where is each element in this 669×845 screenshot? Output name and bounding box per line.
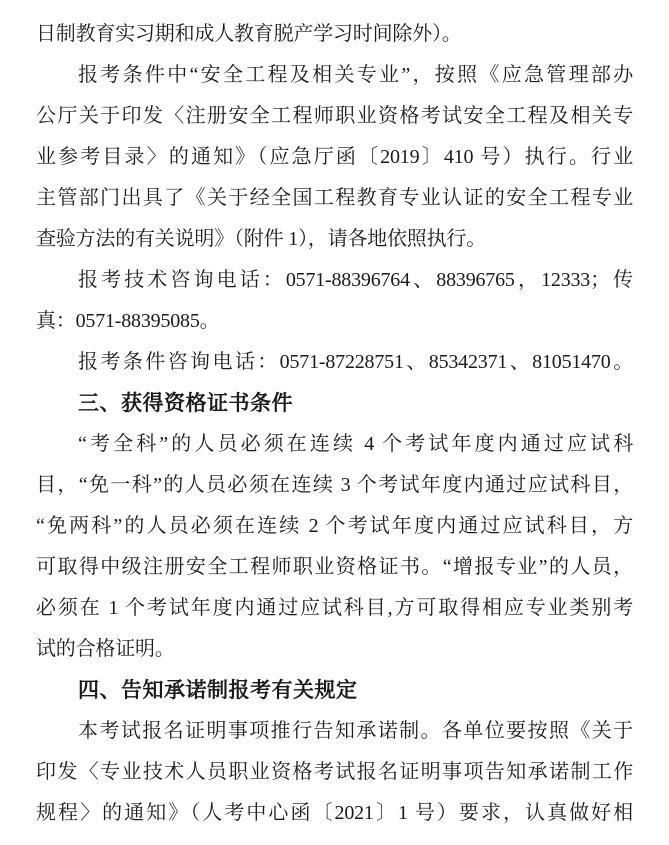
text-line: 印发〈专业技术人员职业资格考试报名证明事项告知承诺制工作	[36, 761, 633, 783]
document-text	[36, 14, 633, 834]
text-line: 真：0571-88395085。	[36, 310, 220, 332]
text-line: 查验方法的有关说明》（附件 1），请各地依照执行。	[36, 228, 486, 250]
text-line: “免两科”的人员必须在连续 2 个考试年度内通过应试科目，方	[36, 515, 633, 537]
text-line: 必须在 1 个考试年度内通过应试科目,方可取得相应专业类别考	[36, 597, 633, 619]
text-line: 目，“免一科”的人员必须在连续 3 个考试年度内通过应试科目，	[36, 474, 633, 496]
text-line: 报考技术咨询电话：0571-88396764、88396765，12333；传	[78, 269, 633, 291]
text-line: 报考条件中“安全工程及相关专业”，按照《应急管理部办	[78, 64, 633, 86]
section-heading: 四、告知承诺制报考有关规定	[78, 679, 358, 702]
text-line: 主管部门出具了《关于经全国工程教育专业认证的安全工程专业	[36, 187, 633, 209]
text-line: 可取得中级注册安全工程师职业资格证书。“增报专业”的人员，	[36, 556, 633, 578]
text-line: 公厅关于印发〈注册安全工程师职业资格考试安全工程及相关专	[36, 105, 633, 127]
text-line: 试的合格证明。	[36, 638, 175, 660]
text-line: 规程〉的通知》（人考中心函〔2021〕1 号）要求，认真做好相	[36, 802, 633, 824]
text-line: 本考试报名证明事项推行告知承诺制。各单位要按照《关于	[78, 720, 633, 742]
text-line: 报考条件咨询电话：0571-87228751、85342371、81051470。	[78, 351, 633, 373]
text-line: 业参考目录〉的通知》（应急厅函〔2019〕410 号）执行。行业	[36, 146, 633, 168]
text-line: 日制教育实习期和成人教育脱产学习时间除外）。	[36, 23, 462, 45]
section-heading: 三、获得资格证书条件	[78, 392, 293, 415]
text-line: “考全科”的人员必须在连续 4 个考试年度内通过应试科	[78, 433, 633, 455]
